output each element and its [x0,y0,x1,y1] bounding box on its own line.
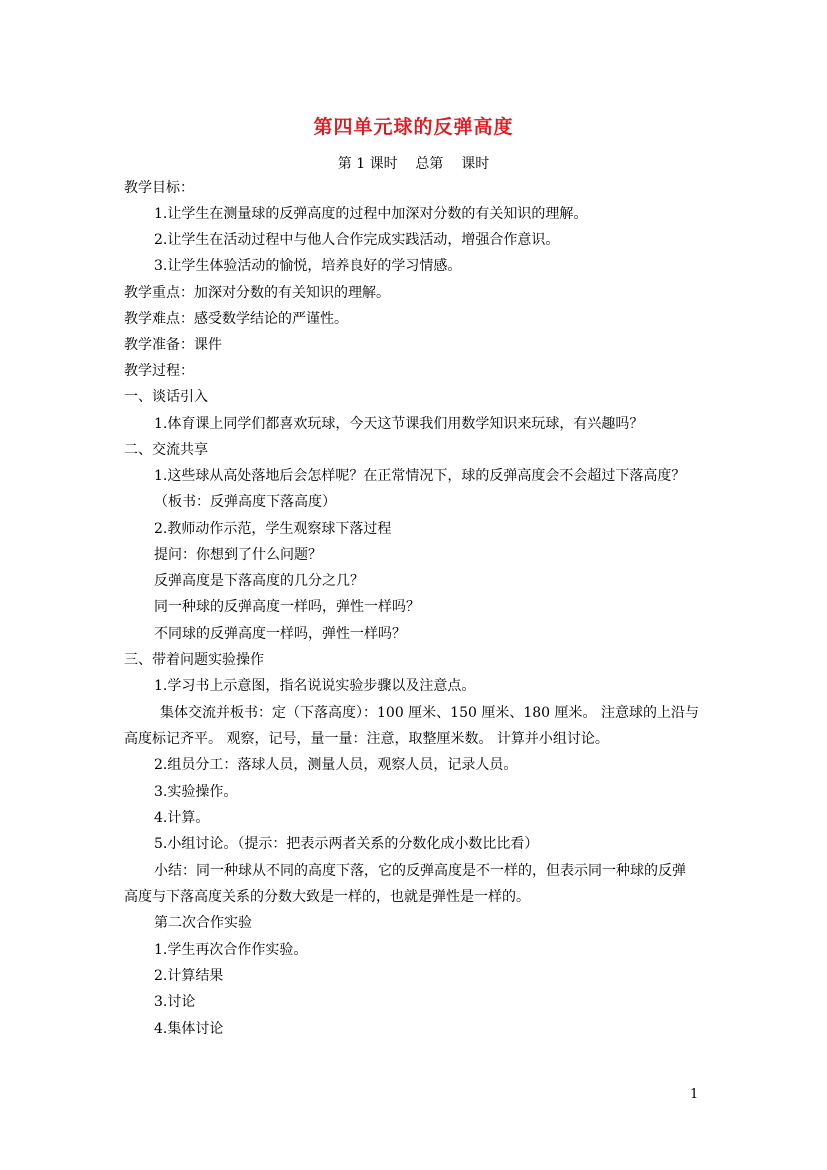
section3-item-3: 3.实验操作。 [154,784,238,800]
second-experiment-item-4: 4.集体讨论 [154,1021,224,1037]
section2-question-3: 不同球的反弹高度一样吗，弹性一样吗？ [154,626,406,642]
teaching-focus: 教学重点：加深对分数的有关知识的理解。 [124,285,390,301]
goal-item-3: 3.让学生体验活动的愉悦，培养良好的学习情感。 [154,258,462,274]
section3-item-4: 4.计算。 [154,810,210,826]
heading-teaching-process: 教学过程： [124,363,194,379]
teaching-preparation: 教学准备：课件 [124,337,222,353]
second-experiment-item-2: 2.计算结果 [154,968,224,984]
section1-item-1: 1.体育课上同学们都喜欢玩球，今天这节课我们用数学知识来玩球，有兴趣吗？ [154,416,644,432]
goal-item-2: 2.让学生在活动过程中与他人合作完成实践活动，增强合作意识。 [154,232,560,248]
section3-item-2: 2.组员分工：落球人员，测量人员，观察人员，记录人员。 [154,757,518,773]
goal-item-1: 1.让学生在测量球的反弹高度的过程中加深对分数的有关知识的理解。 [154,206,588,222]
section-heading-3: 三、带着问题实验操作 [124,652,264,668]
page-number: 1 [690,1087,699,1102]
document-title: 第四单元球的反弹高度 [313,116,514,138]
section-heading-2: 二、交流共享 [124,442,208,458]
second-experiment-item-3: 3.讨论 [154,994,196,1010]
section2-question-2: 同一种球的反弹高度一样吗，弹性一样吗？ [154,599,420,615]
section2-item-1: 1.这些球从高处落地后会怎样呢？在正常情况下，球的反弹高度会不会超过下落高度？ [154,468,686,484]
teaching-difficulty: 教学难点：感受数学结论的严谨性。 [124,311,348,327]
lesson-info: 第 1 课时 总第 课时 [337,156,490,172]
second-experiment-item-1: 1.学生再次合作作实验。 [154,942,308,958]
second-experiment-heading: 第二次合作实验 [154,915,252,931]
section3-item-1: 1.学习书上示意图，指名说说实验步骤以及注意点。 [154,678,476,694]
summary-line-2: 高度与下落高度关系的分数大致是一样的，也就是弹性是一样的。 [124,889,530,905]
section2-board-note: （板书：反弹高度下落高度） [154,494,336,510]
section2-question-1: 反弹高度是下落高度的几分之几？ [154,573,364,589]
heading-teaching-goals: 教学目标： [124,180,194,196]
section3-item-5: 5.小组讨论。（提示：把表示两者关系的分数化成小数比比看） [154,836,539,852]
section-heading-1: 一、谈话引入 [124,389,208,405]
summary-line-1: 小结：同一种球从不同的高度下落，它的反弹高度是不一样的，但表示同一种球的反弹 [154,863,686,879]
section2-item-2: 2.教师动作示范，学生观察球下落过程 [154,521,392,537]
section3-board-line-2: 高度标记齐平。 观察，记号，量一量：注意，取整厘米数。 计算并小组讨论。 [124,731,609,747]
section3-board-line-1: 集体交流并板书：定（下落高度）：100 厘米、150 厘米、180 厘米。 注意球的上沿与 [160,705,699,721]
section2-question-prompt: 提问：你想到了什么问题？ [154,547,322,563]
